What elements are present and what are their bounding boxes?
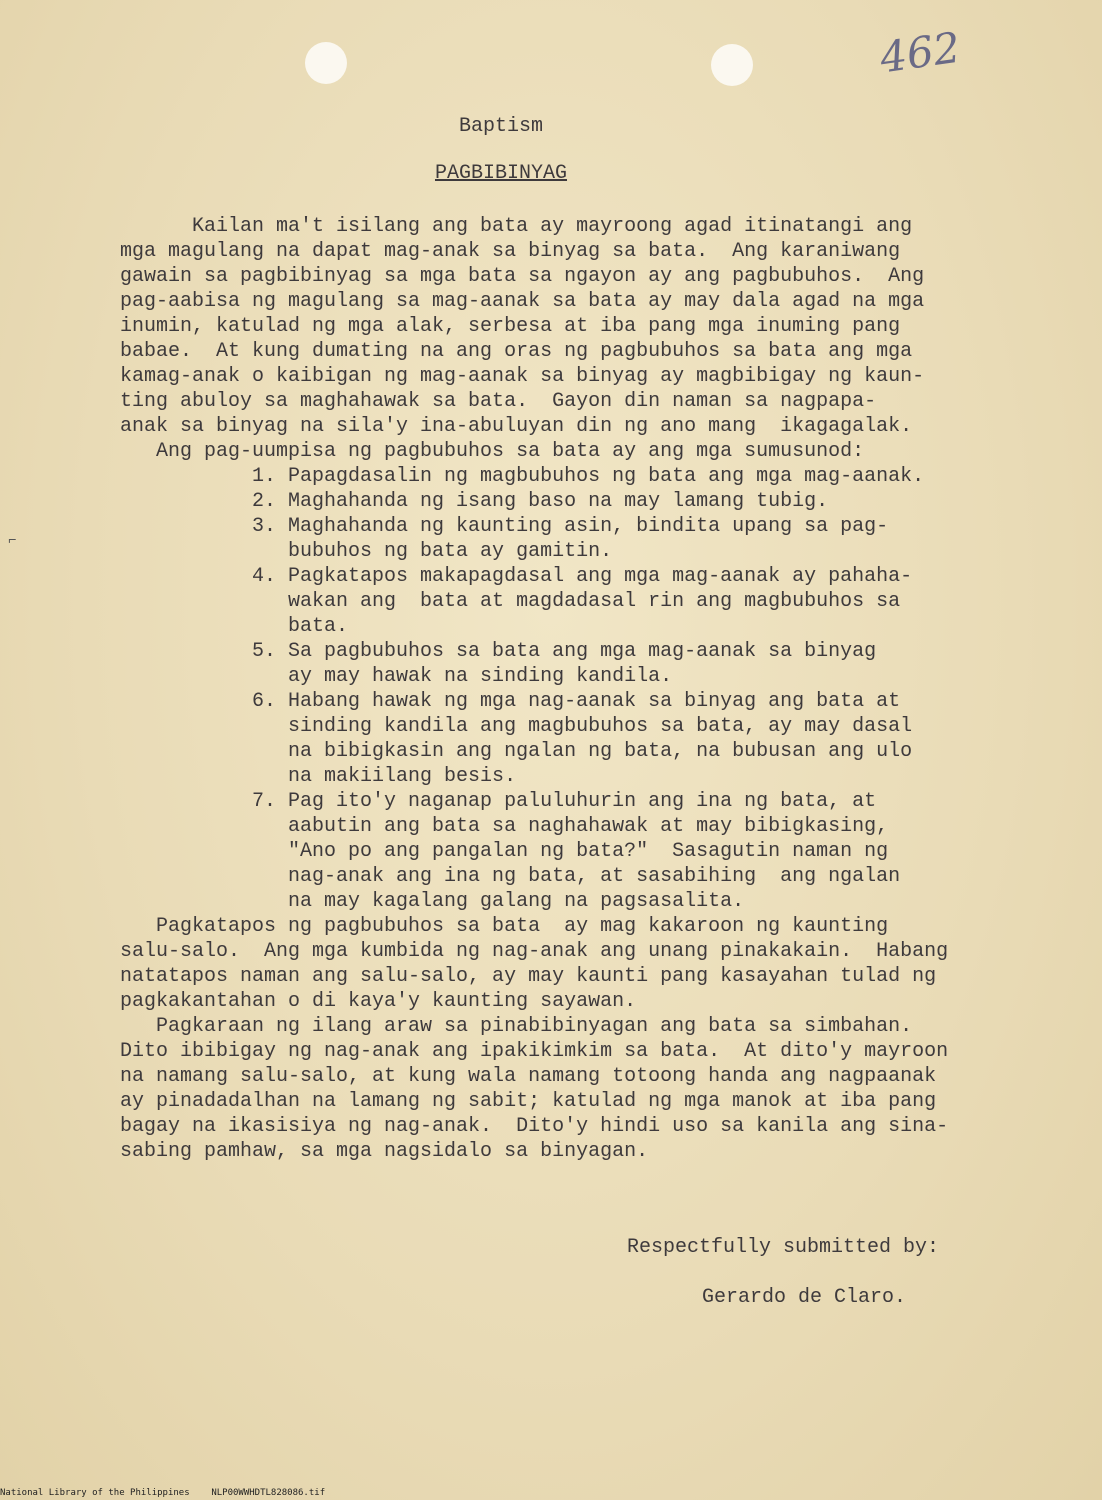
text-line: babae. At kung dumating na ang oras ng pagbubuhos sa bata ang mga (120, 340, 913, 363)
paragraph-3 (120, 1014, 980, 1164)
step-line: sinding kandila ang magbubuhos sa bata, ay may dasal (120, 715, 913, 738)
step-line: 6. Habang hawak ng mga nag-aanak sa binyag ang bata at (120, 690, 901, 713)
step-line: na makiilang besis. (120, 765, 517, 788)
step-line: ay may hawak na sinding kandila. (120, 665, 673, 688)
step-line: wakan ang bata at magdadasal rin ang magbubuhos sa (120, 590, 901, 613)
step-6 (120, 689, 980, 789)
text-line: Kailan ma't isilang ang bata ay mayroong agad itinatangi ang (120, 215, 913, 238)
step-line: 5. Sa pagbubuhos sa bata ang mga mag-aanak sa binyag (120, 640, 877, 663)
text-line: na namang salu-salo, at kung wala namang totoong handa ang nagpaanak (120, 1065, 937, 1088)
text-line: pagkakantahan o di kaya'y kaunting sayawan. (120, 990, 637, 1013)
step-line: 3. Maghahanda ng kaunting asin, bindita upang sa pag- (120, 515, 889, 538)
step-1 (120, 464, 980, 489)
step-line: na may kagalang galang na pagsasalita. (120, 890, 745, 913)
title-english: Baptism (458, 115, 543, 138)
title-tagalog: PAGBIBINYAG (434, 162, 568, 185)
text-line: Dito ibibigay ng nag-anak ang ipakikimkim sa bata. At dito'y mayroon (120, 1040, 949, 1063)
margin-mark: ⌐ (8, 533, 17, 549)
text-line: Pagkaraan ng ilang araw sa pinabibinyagan ang bata sa simbahan. (120, 1015, 913, 1038)
handwritten-page-number: 462 (876, 22, 964, 83)
step-line: nag-anak ang ina ng bata, at sasabihing ang ngalan (120, 865, 901, 888)
step-2 (120, 489, 980, 514)
paragraph-2 (120, 914, 980, 1014)
steps-list (120, 464, 980, 914)
text-line: salu-salo. Ang mga kumbida ng nag-anak ang unang pinakakain. Habang (120, 940, 949, 963)
text-line: sabing pamhaw, sa mga nagsidalo sa binyagan. (120, 1140, 649, 1163)
text-line: Pagkatapos ng pagbubuhos sa bata ay mag kakaroon ng kaunting (120, 915, 889, 938)
step-line: bata. (120, 615, 349, 638)
archive-footer: National Library of the Philippines NLP00WWHDTL828086.tif (0, 1488, 326, 1498)
step-line: na bibigkasin ang ngalan ng bata, na bubusan ang ulo (120, 740, 913, 763)
text-line: bagay na ikasisiya ng nag-anak. Dito'y hindi uso sa kanila ang sina- (120, 1115, 949, 1138)
text-line: anak sa binyag na sila'y ina-abuluyan din ng ano mang ikagagalak. (120, 415, 913, 438)
text-line: kamag-anak o kaibigan ng mag-aanak sa binyag ay magbibigay ng kaun- (120, 365, 925, 388)
step-5 (120, 639, 980, 689)
step-7 (120, 789, 980, 914)
text-line: mga magulang na dapat mag-anak sa binyag sa bata. Ang karaniwang (120, 240, 901, 263)
text-line: gawain sa pagbibinyag sa mga bata sa ngayon ay ang pagbubuhos. Ang (120, 265, 925, 288)
step-line: bubuhos ng bata ay gamitin. (120, 540, 613, 563)
submitted-by: Respectfully submitted by: (627, 1236, 940, 1259)
text-line: pag-aabisa ng magulang sa mag-aanak sa bata ay may dala agad na mga (120, 290, 925, 313)
signature-block (627, 1235, 939, 1310)
punch-hole-left (305, 42, 347, 84)
step-4 (120, 564, 980, 639)
text-line: Ang pag-uumpisa ng pagbubuhos sa bata ay ang mga sumusunod: (120, 440, 865, 463)
step-3 (120, 514, 980, 564)
text-line: ay pinadadalhan na lamang ng sabit; katulad ng mga manok at iba pang (120, 1090, 937, 1113)
punch-hole-right (711, 44, 753, 86)
step-line: 1. Papagdasalin ng magbubuhos ng bata ang mga mag-aanak. (120, 465, 925, 488)
text-line: inumin, katulad ng mga alak, serbesa at iba pang mga inuming pang (120, 315, 901, 338)
step-line: aabutin ang bata sa naghahawak at may bibigkasing, (120, 815, 889, 838)
text-line: ting abuloy sa maghahawak sa bata. Gayon din naman sa nagpapa- (120, 390, 877, 413)
document-body (120, 214, 980, 1164)
step-line: "Ano po ang pangalan ng bata?" Sasagutin naman ng (120, 840, 889, 863)
step-line: 4. Pagkatapos makapagdasal ang mga mag-aanak ay pahaha- (120, 565, 913, 588)
step-line: 2. Maghahanda ng isang baso na may lamang tubig. (120, 490, 829, 513)
paragraph-1 (120, 214, 980, 464)
author-name: Gerardo de Claro. (702, 1286, 907, 1309)
step-line: 7. Pag ito'y naganap paluluhurin ang ina ng bata, at (120, 790, 877, 813)
text-line: natatapos naman ang salu-salo, ay may kaunti pang kasayahan tulad ng (120, 965, 937, 988)
